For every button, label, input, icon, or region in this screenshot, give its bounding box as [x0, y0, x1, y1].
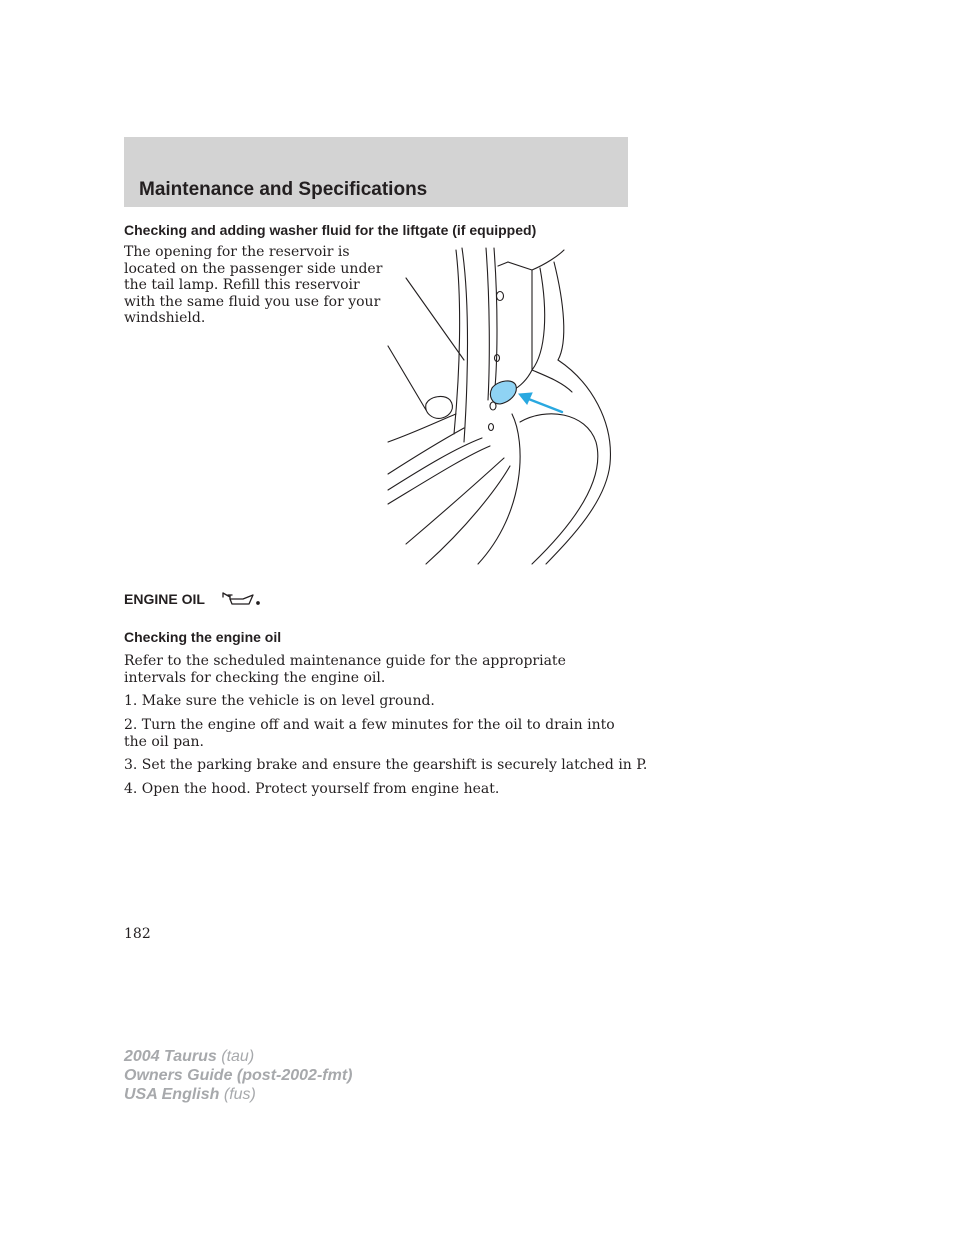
footer-model: 2004 Taurus [124, 1048, 217, 1065]
footer-language: USA English [124, 1086, 220, 1103]
oil-can-icon [221, 590, 261, 608]
footer-model-code: (tau) [221, 1048, 255, 1065]
step-3: 3. Set the parking brake and ensure the gearshift is securely latched in P. [124, 757, 648, 773]
section-header-band [124, 137, 628, 207]
engine-oil-intro: Refer to the scheduled maintenance guide for the appropriate intervals for checking the engine oil. [124, 653, 566, 686]
engine-oil-heading: ENGINE OIL [124, 591, 205, 607]
checking-engine-oil-heading: Checking the engine oil [124, 629, 282, 645]
section-title: Maintenance and Specifications [139, 179, 428, 200]
step-4: 4. Open the hood. Protect yourself from engine heat. [124, 781, 500, 797]
washer-fluid-heading: Checking and adding washer fluid for the liftgate (if equipped) [124, 222, 537, 238]
washer-fluid-text: The opening for the reservoir is located on the passenger side under the tail lamp. Refill this reservoir with the same fluid you use for your windshield. [124, 244, 383, 326]
document-footer [124, 1047, 352, 1104]
footer-language-code: (fus) [223, 1086, 256, 1103]
footer-line-1 [124, 1047, 352, 1066]
liftgate-reservoir-illustration [386, 242, 618, 568]
page-number: 182 [124, 926, 151, 942]
footer-guide: Owners Guide (post-2002-fmt) [124, 1067, 353, 1084]
step-2: 2. Turn the engine off and wait a few minutes for the oil to drain into the oil pan. [124, 717, 615, 750]
footer-line-2 [124, 1066, 352, 1085]
footer-line-3 [124, 1085, 352, 1104]
step-1: 1. Make sure the vehicle is on level ground. [124, 693, 435, 709]
